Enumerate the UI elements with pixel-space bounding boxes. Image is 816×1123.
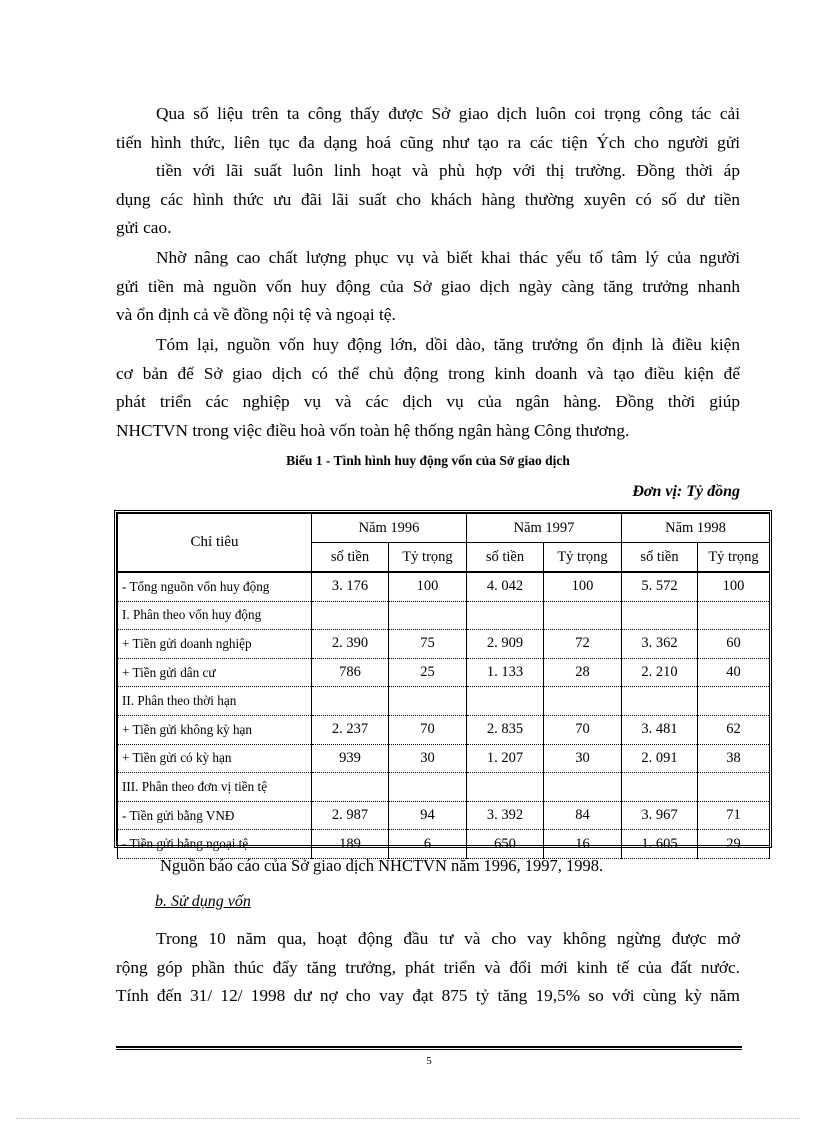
cell-share [544,601,622,630]
cell-amount: 939 [312,744,389,773]
section-subheading: b. Sử dụng vốn [155,893,251,910]
header-share: Tỷ trọng [544,543,622,573]
paragraph-line: Trong 10 năm qua, hoạt động đầu tư và cho vay không ngừng được mở [156,929,740,948]
table-row [118,601,770,630]
paragraph-line: Qua số liệu trên ta công thấy được Sở giao dịch luôn coi trọng công tác cải [156,104,740,123]
cell-amount: 786 [312,658,389,687]
cell-share: 70 [389,715,467,744]
cell-amount [467,601,544,630]
paragraph-line: Tính đến 31/ 12/ 1998 dư nợ cho vay đạt 875 tỷ tăng 19,5% so với cùng kỳ năm [116,986,740,1006]
table-body [118,572,770,858]
paragraph-line: rộng góp phần thúc đẩy tăng trưởng, phát triển và đổi mới kinh tế của đất nước. [116,957,740,977]
cell-share: 28 [544,658,622,687]
paragraph-line: NHCTVN trong việc điều hoà vốn toàn hệ thống ngân hàng Công thương. [116,420,630,440]
cell-amount [312,687,389,716]
header-amount: số tiền [467,543,544,573]
paragraph-line: gửi cao. [116,218,172,238]
cell-amount [312,773,389,802]
header-amount: số tiền [312,543,389,573]
cell-amount: 3. 362 [622,630,698,659]
cell-share: 29 [698,830,770,859]
row-label: - Tổng nguồn vốn huy động [118,572,312,601]
cell-amount: 1. 207 [467,744,544,773]
cell-share: 70 [544,715,622,744]
paragraph-1 [116,100,740,243]
cell-share: 94 [389,801,467,830]
cell-amount: 3. 481 [622,715,698,744]
table-row [118,744,770,773]
cell-amount: 2. 390 [312,630,389,659]
cell-share: 100 [389,572,467,601]
header-year: Năm 1998 [622,514,770,543]
row-label: - Tiền gửi bằng VNĐ [118,801,312,830]
paragraph-line: và ổn định cả về đồng nội tệ và ngoại tệ. [116,305,396,325]
row-label: III. Phân theo đơn vị tiền tệ [118,773,312,802]
paragraph-line: cơ bản để Sở giao dịch có thể chủ động trong kinh doanh và tạo điều kiện để [116,363,740,383]
paragraph-line: tiến hình thức, liên tục đa dạng hoá cũng như tạo ra các tiện Ých cho người gửi [116,132,740,152]
cell-share: 25 [389,658,467,687]
cell-share: 84 [544,801,622,830]
paragraph-line: phát triển các nghiệp vụ và các dịch vụ của ngân hàng. Đồng thời giúp [116,392,740,412]
cell-share: 40 [698,658,770,687]
header-share: Tỷ trọng [389,543,467,573]
row-label: + Tiền gửi có kỳ hạn [118,744,312,773]
cell-share: 100 [544,572,622,601]
cell-share [544,773,622,802]
cell-share [389,601,467,630]
row-label: + Tiền gửi không kỳ hạn [118,715,312,744]
cell-amount: 5. 572 [622,572,698,601]
cell-amount: 2. 909 [467,630,544,659]
paragraph-line: Tóm lại, nguồn vốn huy động lớn, dồi dào, tăng trưởng ổn định là điều kiện [156,335,740,354]
cell-share [544,687,622,716]
cell-amount: 1. 133 [467,658,544,687]
paragraph-line: gửi tiền mà nguồn vốn huy động của Sở giao dịch ngày càng tăng trưởng nhanh [116,276,740,296]
paragraph-2 [116,244,740,330]
unit-label: Đơn vị: Tỷ đồng [632,483,740,500]
page-edge-rule [16,1118,800,1119]
cell-share: 6 [389,830,467,859]
cell-share: 100 [698,572,770,601]
cell-amount [622,773,698,802]
cell-amount: 3. 967 [622,801,698,830]
row-label: + Tiền gửi dân cư [118,658,312,687]
cell-share: 30 [389,744,467,773]
table-row [118,801,770,830]
cell-share: 30 [544,744,622,773]
row-label: + Tiền gửi doanh nghiệp [118,630,312,659]
header-year: Năm 1996 [312,514,467,543]
paragraph-4 [116,925,740,1011]
row-label: II. Phân theo thời hạn [118,687,312,716]
row-label: I. Phân theo vốn huy động [118,601,312,630]
table-row [118,658,770,687]
row-label: - Tiền gửi bằng ngoại tệ [118,830,312,859]
table-row [118,773,770,802]
table-row [118,572,770,601]
header-amount: số tiền [622,543,698,573]
header-year: Năm 1997 [467,514,622,543]
header-indicator: Chỉ tiêu [118,514,312,573]
cell-amount: 2. 835 [467,715,544,744]
cell-amount: 1. 605 [622,830,698,859]
cell-amount: 2. 091 [622,744,698,773]
cell-amount: 650 [467,830,544,859]
header-share: Tỷ trọng [698,543,770,573]
cell-share [698,773,770,802]
cell-share: 16 [544,830,622,859]
cell-amount: 2. 987 [312,801,389,830]
table-row [118,830,770,859]
cell-share: 75 [389,630,467,659]
cell-amount [312,601,389,630]
table-row [118,630,770,659]
footer-rule [116,1046,742,1050]
cell-share [389,687,467,716]
cell-amount [467,773,544,802]
table-row [118,687,770,716]
cell-share: 38 [698,744,770,773]
page-number: 5 [426,1055,432,1067]
table-row [118,715,770,744]
cell-share: 72 [544,630,622,659]
cell-amount: 3. 176 [312,572,389,601]
data-table [117,513,770,859]
paragraph-line: dụng các hình thức ưu đãi lãi suất cho khách hàng thường xuyên có số dư tiền [116,189,740,209]
cell-share: 62 [698,715,770,744]
cell-amount [622,601,698,630]
cell-amount: 2. 237 [312,715,389,744]
cell-amount [622,687,698,716]
data-table-frame [114,510,772,852]
cell-amount: 189 [312,830,389,859]
cell-share [698,687,770,716]
cell-share: 71 [698,801,770,830]
paragraph-line: Nhờ nâng cao chất lượng phục vụ và biết khai thác yếu tố tâm lý của người [156,248,740,267]
cell-amount: 4. 042 [467,572,544,601]
source-note: Nguồn báo cáo của Sở giao dịch NHCTVN năm 1996, 1997, 1998. [160,856,604,875]
cell-share [698,601,770,630]
paragraph-line: tiền với lãi suất luôn linh hoạt và phù hợp với thị trường. Đồng thời áp [156,161,740,181]
paragraph-3 [116,331,740,445]
cell-share: 60 [698,630,770,659]
cell-amount: 3. 392 [467,801,544,830]
cell-amount [467,687,544,716]
table-caption: Biểu 1 - Tình hình huy động vốn của Sở giao dịch [286,453,570,468]
cell-amount: 2. 210 [622,658,698,687]
cell-share [389,773,467,802]
